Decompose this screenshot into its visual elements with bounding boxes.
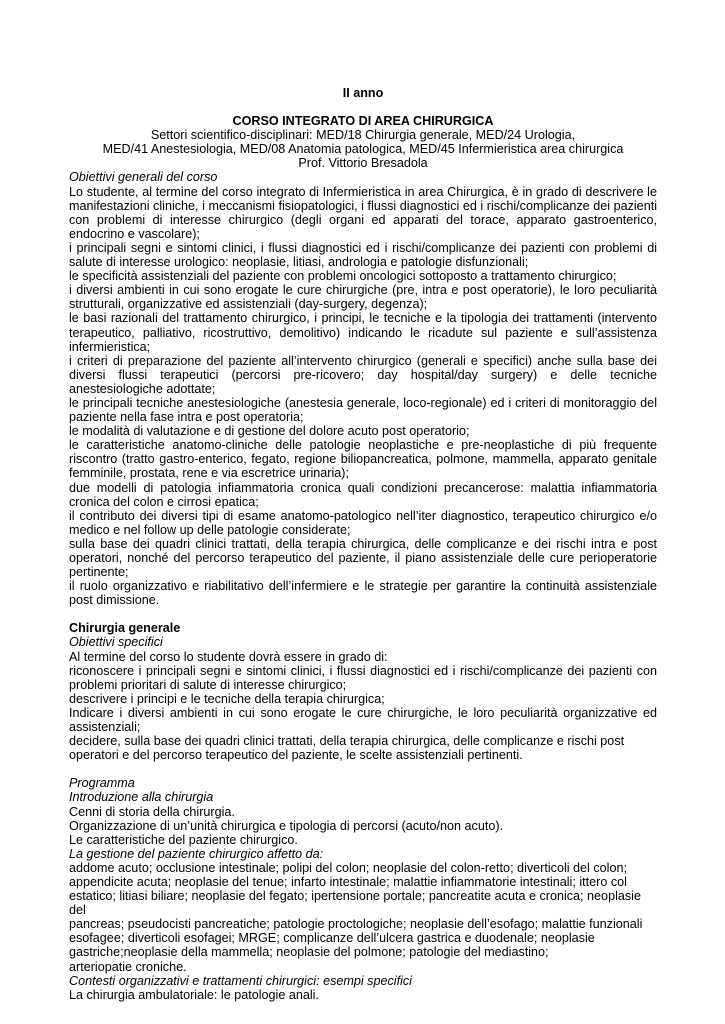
program-item: Cenni di storia della chirurgia.	[69, 804, 235, 819]
objective-paragraph: le modalità di valutazione e di gestione del dolore acuto post operatorio;	[69, 424, 470, 439]
objective-paragraph: le caratteristiche anatomo-cliniche delle patologie neoplastiche e pre-neoplastiche di più frequente riscontro (tratto gastro-enterico, fegato, regione biliopancreatica, polmone, mammella, apparato genitale femminile, prostata, rene e via escretrice urinaria);	[69, 438, 657, 481]
general-objectives-list	[69, 185, 657, 608]
year-heading: II anno	[342, 86, 384, 100]
specific-objectives-heading: Obiettivi specifici	[69, 635, 163, 650]
specific-objective: descrivere i principi e le tecniche della terapia chirurgica;	[69, 691, 385, 706]
management-line: gastriche;neoplasie della mammella; neoplasie del polmone; patologie del mediastino;	[69, 945, 549, 960]
spacer	[69, 607, 657, 621]
spacer	[69, 762, 657, 776]
contexts-heading: Contesti organizzativi e trattamenti chirurgici: esempi specifici	[69, 973, 412, 988]
objective-paragraph: le specificità assistenziali del paziente con problemi oncologici sottoposto a trattamento chirurgico;	[69, 269, 617, 284]
management-line: addome acuto; occlusione intestinale; polipi del colon; neoplasie del colon-retto; diverticoli del colon;	[69, 860, 627, 875]
specific-objective: Indicare i diversi ambienti in cui sono erogate le cure chirurgiche, le loro peculiarità organizzative ed assistenziali;	[69, 705, 657, 735]
contexts-item: La chirurgia ambulatoriale: le patologie anali.	[69, 987, 319, 1002]
management-line: arteriopatie croniche.	[69, 959, 187, 974]
objective-paragraph: i diversi ambienti in cui sono erogate le cure chirurgiche (pre, intra e post operatorie), le loro peculiarità strutturali, organizzative ed assistenziali (day-surgery, degenza);	[69, 283, 657, 312]
objective-paragraph: il contributo dei diversi tipi di esame anatomo-patologico nell’iter diagnostico, terapeutico chirurgico e/o medico e nel follow up delle patologie considerate;	[69, 508, 657, 537]
course-title: CORSO INTEGRATO DI AREA CHIRURGICA	[232, 114, 494, 129]
objective-paragraph: il ruolo organizzativo e riabilitativo dell’infermiere e le strategie per garantire la continuità assistenziale post dimissione.	[69, 579, 657, 608]
management-line: appendicite acuta; neoplasie del tenue; infarto intestinale; malattie infiammatorie intestinali; ittero col	[69, 874, 627, 889]
sectors-line-1: Settori scientifico-disciplinari: MED/18 Chirurgia generale, MED/24 Urologia,	[150, 128, 576, 143]
specific-objective: decidere, sulla base dei quadri clinici trattati, della terapia chirurgica, delle complicanze e rischi post operatori e del percorso terapeutico del paziente, le scelte assistenziali pertinenti.	[69, 734, 625, 763]
program-item: Le caratteristiche del paziente chirurgico.	[69, 832, 298, 847]
objective-paragraph: sulla base dei quadri clinici trattati, della terapia chirurgica, delle complicanze e dei rischi intra e post operatori, nonché del percorso terapeutico del paziente, il piano assistenziale delle cure perioperatorie pertinente;	[69, 536, 657, 580]
specific-objectives-intro: Al termine del corso lo studente dovrà essere in grado di:	[69, 649, 388, 664]
objective-paragraph: le principali tecniche anestesiologiche (anestesia generale, loco-regionale) ed i criteri di monitoraggio del paziente nella fase intra e post operatoria;	[69, 395, 657, 425]
intro-surgery-heading: Introduzione alla chirurgia	[69, 790, 214, 805]
management-heading: La gestione del paziente chirurgico affetto da:	[69, 846, 324, 861]
objective-paragraph: i criteri di preparazione del paziente all’intervento chirurgico (generali e specifici) anche sulla base dei diversi flussi terapeutici (percorsi pre-ricovero; day hospital/day surgery) e delle tecniche anestesiologiche adottate;	[69, 353, 657, 396]
objective-paragraph: due modelli di patologia infiammatoria cronica quali condizioni precancerose: malattia infiammatoria cronica del colon e cirrosi epatica;	[69, 480, 657, 509]
sectors-line-2: MED/41 Anestesiologia, MED/08 Anatomia patologica, MED/45 Infermieristica area chirurgica	[102, 142, 624, 157]
general-objectives-heading: Obiettivi generali del corso	[69, 170, 218, 185]
professor-name: Prof. Vittorio Bresadola	[298, 156, 428, 171]
document-page	[69, 86, 657, 1002]
program-item: Organizzazione di un’unità chirurgica e tipologia di percorsi (acuto/non acuto).	[69, 818, 504, 833]
specific-objective: riconoscere i principali segni e sintomi clinici, i flussi diagnostici ed i rischi/complicanze dei pazienti con problemi prioritari di salute di interesse chirurgico;	[69, 663, 657, 692]
management-line: pancreas; pseudocisti pancreatiche; patologie proctologiche; neoplasie dell’esofago; malattie funzionali	[69, 917, 643, 932]
spacer	[69, 100, 657, 114]
management-line: estatico; litiasi biliare; neoplasie del fegato; ipertensione portale; pancreatite acuta e cronica; neoplasie del	[69, 889, 641, 918]
surgery-heading: Chirurgia generale	[69, 621, 181, 636]
program-heading: Programma	[69, 776, 135, 791]
objective-paragraph: i principali segni e sintomi clinici, i flussi diagnostici ed i rischi/complicanze dei pazienti con problemi di salute di interesse urologico: neoplasie, litiasi, andrologia e patologie disfunzionali;	[69, 240, 657, 270]
objective-paragraph: le basi razionali del trattamento chirurgico, i principi, le tecniche e la tipologia dei trattamenti (intervento terapeutico, palliativo, ricostruttivo, demolitivo) indicando le ricadute sul paziente e sull’assistenza infermieristica;	[69, 311, 657, 354]
objective-paragraph: Lo studente, al termine del corso integrato di Infermieristica in area Chirurgica, è in grado di descrivere le manifestazioni cliniche, i meccanismi fisiopatologici, i flussi diagnostici ed i rischi/complicanze dei pazienti con problemi di interesse chirurgico (degli organi ed apparati del torace, apparato gastroenterico, endocrino e vascolare);	[69, 184, 657, 241]
management-line: esofagee; diverticoli esofagei; MRGE; complicanze dell’ulcera gastrica e duodenale; neoplasie	[69, 931, 595, 946]
